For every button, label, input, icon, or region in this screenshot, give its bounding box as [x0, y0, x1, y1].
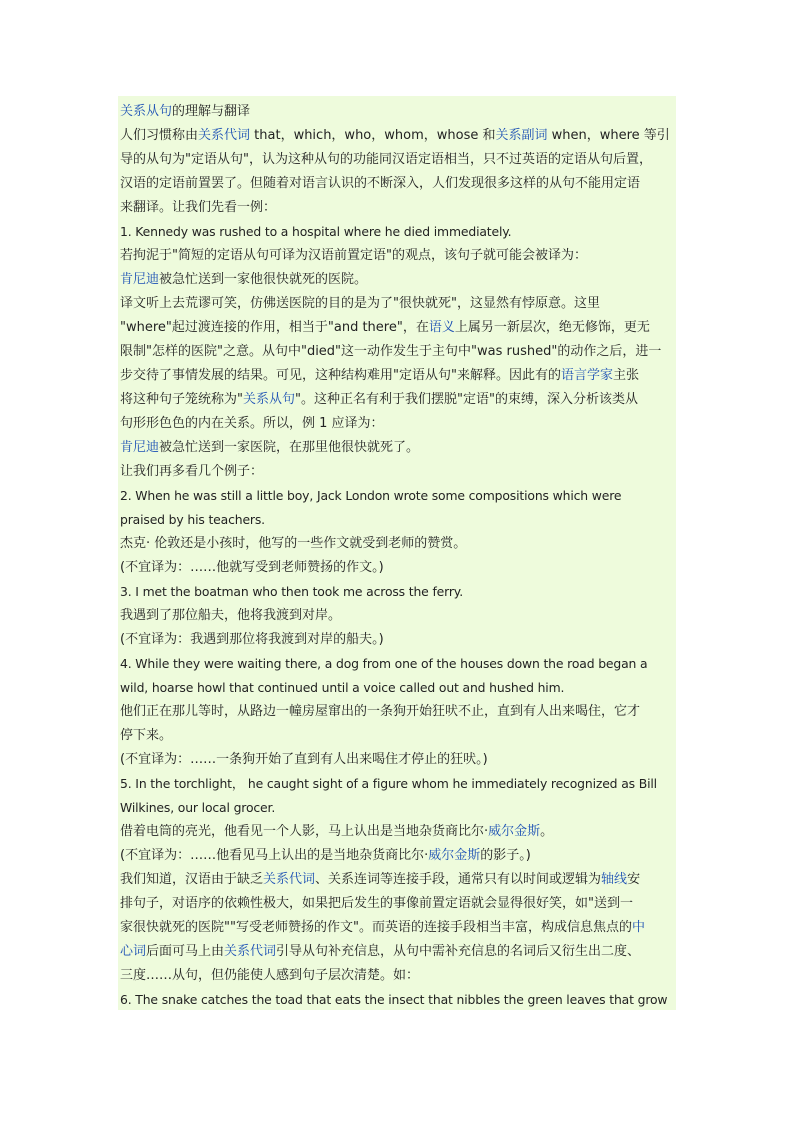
text-line: [120, 148, 674, 172]
text-segment: (不宜译为：……他就写受到老师赞扬的作文。): [120, 560, 384, 575]
text-line: [120, 628, 674, 652]
term-link[interactable]: 语义: [428, 320, 455, 335]
text-line: [120, 892, 674, 916]
term-link[interactable]: 关系从句: [242, 392, 295, 407]
text-line: [120, 820, 674, 844]
text-segment: 三度……从句，但仍能使人感到句子层次清楚。如：: [120, 968, 420, 983]
text-segment: 的理解与翻译: [172, 104, 251, 119]
text-segment: 3. I met the boatman who then took me across the ferry.: [120, 584, 464, 599]
text-line: [120, 748, 674, 772]
text-segment: 家很快就死的医院""写受老师赞扬的作文"。而英语的连接手段相当丰富，构成信息焦点的: [120, 920, 632, 935]
text-line: [120, 964, 674, 988]
text-segment: 4. While they were waiting there, a dog from one of the houses down the road began a: [120, 656, 648, 671]
text-segment: 我遇到了那位船夫，他将我渡到对岸。: [120, 608, 342, 623]
term-link[interactable]: 肯尼迪: [120, 272, 160, 287]
text-line: [120, 652, 674, 676]
document-page: [118, 96, 676, 1010]
text-line: [120, 172, 674, 196]
term-link[interactable]: 轴线: [601, 872, 628, 887]
text-segment: that，which，who，whom，whose 和: [250, 128, 496, 143]
text-line: [120, 604, 674, 628]
text-segment: 排句子，对语序的依赖性极大，如果把后发生的事像前置定语就会显得很好笑，如"送到一: [120, 896, 633, 911]
text-segment: 停下来。: [120, 728, 173, 743]
text-line: [120, 460, 674, 484]
text-segment: 2. When he was still a little boy, Jack London wrote some compositions which were: [120, 488, 622, 503]
text-line: [120, 316, 674, 340]
term-link[interactable]: 关系代词: [198, 128, 251, 143]
term-link[interactable]: 心词: [120, 944, 147, 959]
text-line: [120, 508, 674, 532]
text-segment: 被急忙送到一家医院，在那里他很快就死了。: [159, 440, 420, 455]
text-line: [120, 196, 674, 220]
text-line: [120, 100, 674, 124]
text-segment: 。: [540, 824, 554, 839]
text-segment: 上属另一新层次，绝无修饰，更无: [454, 320, 650, 335]
text-line: [120, 292, 674, 316]
text-segment: 汉语的定语前置罢了。但随着对语言认识的不断深入，人们发现很多这样的从句不能用定语: [120, 176, 641, 191]
text-line: [120, 124, 674, 148]
text-segment: 导的从句为"定语从句"，认为这种从句的功能同汉语定语相当，只不过英语的定语从句后置，: [120, 152, 652, 167]
text-line: [120, 268, 674, 292]
text-line: [120, 556, 674, 580]
text-segment: 6. The snake catches the toad that eats the insect that nibbles the green leaves that grow: [120, 992, 668, 1007]
term-link[interactable]: 关系副词: [495, 128, 548, 143]
term-link[interactable]: 威尔金斯: [488, 824, 541, 839]
text-segment: 杰克· 伦敦还是小孩时，他写的一些作文就受到老师的赞赏。: [120, 536, 467, 551]
text-line: [120, 436, 674, 460]
text-line: [120, 700, 674, 724]
text-segment: 借着电筒的亮光，他看见一个人影，马上认出是当地杂货商比尔·: [120, 824, 489, 839]
text-line: [120, 940, 674, 964]
text-line: [120, 532, 674, 556]
text-segment: 若拘泥于"简短的定语从句可译为汉语前置定语"的观点，该句子就可能会被译为：: [120, 248, 587, 263]
text-segment: 句形形色色的内在关系。所以，例 1 应译为：: [120, 416, 384, 431]
text-segment: 限制"怎样的医院"之意。从句中"died"这一动作发生于主句中"was rushed"的动作之后，进一: [120, 344, 662, 359]
text-segment: "where"起过渡连接的作用，相当于"and there"，在: [120, 320, 429, 335]
text-segment: 安: [627, 872, 641, 887]
text-segment: (不宜译为：我遇到那位将我渡到对岸的船夫。): [120, 632, 384, 647]
term-link[interactable]: 语言学家: [560, 368, 613, 383]
text-segment: 引导从句补充信息，从句中需补充信息的名词后又衍生出二度、: [276, 944, 641, 959]
text-segment: wild, hoarse howl that continued until a voice called out and hushed him.: [120, 680, 565, 695]
text-segment: when，where 等引: [547, 128, 670, 143]
text-line: [120, 796, 674, 820]
text-line: [120, 412, 674, 436]
term-link[interactable]: 关系代词: [263, 872, 316, 887]
text-segment: 我们知道，汉语由于缺乏: [120, 872, 264, 887]
text-line: [120, 244, 674, 268]
text-line: [120, 724, 674, 748]
text-line: [120, 388, 674, 412]
text-segment: (不宜译为：……一条狗开始了直到有人出来喝住才停止的狂吠。): [120, 752, 488, 767]
text-segment: 5. In the torchlight， he caught sight of a figure whom he immediately recognized as Bill: [120, 776, 657, 791]
text-line: [120, 772, 674, 796]
text-segment: 步交待了事情发展的结果。可见，这种结构难用"定语从句"来解释。因此有的: [120, 368, 561, 383]
text-line: [120, 868, 674, 892]
term-link[interactable]: 关系代词: [224, 944, 277, 959]
term-link[interactable]: 威尔金斯: [428, 848, 481, 863]
text-segment: Wilkines, our local grocer.: [120, 800, 276, 815]
text-line: [120, 844, 674, 868]
text-segment: 让我们再多看几个例子：: [120, 464, 264, 479]
text-segment: (不宜译为：……他看见马上认出的是当地杂货商比尔·: [120, 848, 429, 863]
text-segment: 人们习惯称由: [120, 128, 199, 143]
text-segment: 1. Kennedy was rushed to a hospital where he died immediately.: [120, 224, 512, 239]
term-link[interactable]: 肯尼迪: [120, 440, 160, 455]
text-line: [120, 916, 674, 940]
text-line: [120, 364, 674, 388]
text-line: [120, 676, 674, 700]
text-line: [120, 988, 674, 1012]
text-segment: 译文听上去荒谬可笑，仿佛送医院的目的是为了"很快就死"，这显然有悖原意。这里: [120, 296, 600, 311]
text-segment: 被急忙送到一家他很快就死的医院。: [159, 272, 368, 287]
text-segment: "。这种正名有利于我们摆脱"定语"的束缚，深入分析该类从: [295, 392, 638, 407]
text-line: [120, 340, 674, 364]
text-line: [120, 484, 674, 508]
text-segment: 主张: [612, 368, 639, 383]
text-segment: 他们正在那儿等时，从路边一幢房屋窜出的一条狗开始狂吠不止，直到有人出来喝住，它才: [120, 704, 641, 719]
text-segment: 来翻译。让我们先看一例：: [120, 200, 277, 215]
text-segment: praised by his teachers.: [120, 512, 265, 527]
text-line: [120, 220, 674, 244]
text-line: [120, 580, 674, 604]
text-segment: 后面可马上由: [146, 944, 225, 959]
text-segment: 的影子。): [480, 848, 531, 863]
term-link[interactable]: 关系从句: [120, 104, 173, 119]
text-segment: 将这种句子笼统称为": [120, 392, 243, 407]
term-link[interactable]: 中: [631, 920, 645, 935]
text-segment: 、关系连词等连接手段，通常只有以时间或逻辑为: [315, 872, 602, 887]
